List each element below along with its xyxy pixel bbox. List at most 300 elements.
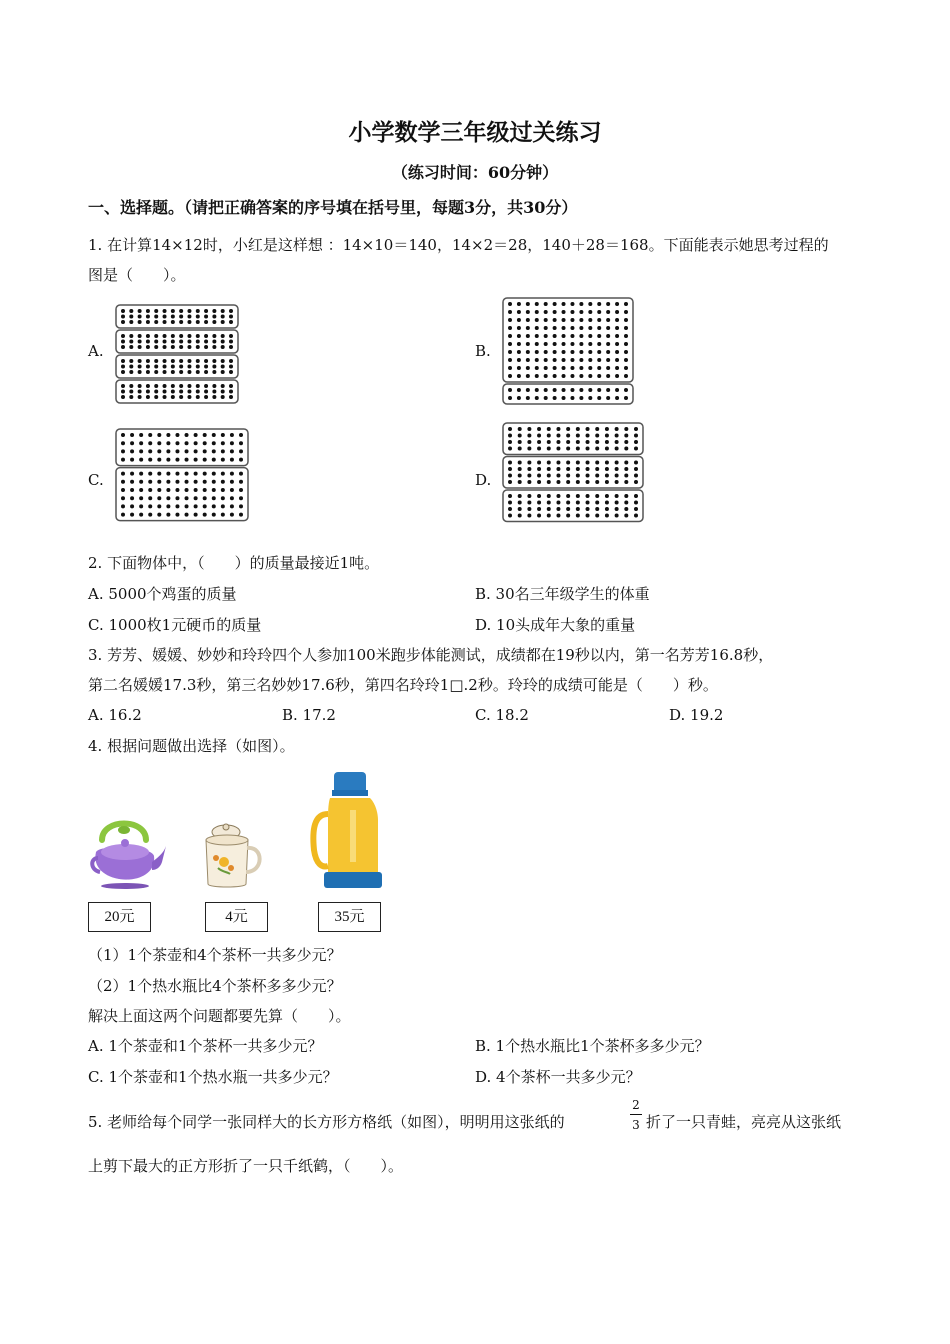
dot: [566, 501, 570, 505]
dot: [179, 315, 183, 319]
dot: [615, 334, 619, 338]
dot: [586, 434, 590, 438]
dot: [526, 310, 530, 314]
dot: [121, 334, 125, 338]
dot: [588, 326, 592, 330]
dot: [624, 434, 628, 438]
dot: [212, 345, 216, 349]
dot: [527, 494, 531, 498]
dot: [163, 395, 167, 399]
q1-option-c-label: C.: [88, 471, 104, 489]
dot: [154, 370, 158, 374]
dot: [526, 342, 530, 346]
dot: [146, 370, 150, 374]
dot: [634, 440, 638, 444]
dot: [570, 302, 574, 306]
dot: [508, 358, 512, 362]
dot: [576, 494, 580, 498]
dot: [588, 350, 592, 354]
dot: [154, 334, 158, 338]
dot: [148, 441, 152, 445]
q3-option-d: D. 19.2: [669, 706, 724, 724]
dot-group-frame: [116, 468, 248, 521]
dot: [562, 374, 566, 378]
dot: [595, 507, 599, 511]
dot: [196, 340, 200, 344]
dot: [221, 384, 225, 388]
dot: [129, 340, 133, 344]
dot: [576, 440, 580, 444]
dot: [527, 447, 531, 451]
dot: [138, 359, 142, 363]
dot: [121, 458, 125, 462]
dot: [579, 310, 583, 314]
dot: [148, 480, 152, 484]
dot: [138, 320, 142, 324]
dot: [624, 440, 628, 444]
dot: [148, 433, 152, 437]
dot: [121, 513, 125, 517]
dot: [230, 433, 234, 437]
dot: [606, 350, 610, 354]
dot: [138, 334, 142, 338]
dot: [508, 467, 512, 471]
dot: [154, 384, 158, 388]
dot: [129, 395, 133, 399]
dot: [535, 350, 539, 354]
dot: [203, 488, 207, 492]
dot: [615, 342, 619, 346]
dot: [518, 514, 522, 518]
dot: [229, 365, 233, 369]
dot: [562, 318, 566, 322]
dot: [212, 384, 216, 388]
dot: [595, 434, 599, 438]
dot: [597, 388, 601, 392]
dot: [597, 326, 601, 330]
dot: [166, 496, 170, 500]
dot: [185, 488, 189, 492]
dot: [196, 384, 200, 388]
dot: [606, 334, 610, 338]
dot: [163, 370, 167, 374]
dot: [634, 467, 638, 471]
dot: [239, 496, 243, 500]
dot: [221, 513, 225, 517]
dot: [579, 366, 583, 370]
dot: [544, 350, 548, 354]
dot: [163, 384, 167, 388]
dot: [179, 370, 183, 374]
dot: [121, 320, 125, 324]
dot: [586, 447, 590, 451]
dot: [230, 449, 234, 453]
dot: [166, 458, 170, 462]
dot: [129, 320, 133, 324]
dot: [562, 302, 566, 306]
dot: [221, 365, 225, 369]
dot: [146, 320, 150, 324]
dot: [615, 514, 619, 518]
dot: [624, 461, 628, 465]
dot: [517, 388, 521, 392]
dot: [547, 427, 551, 431]
dot: [597, 366, 601, 370]
dot: [508, 480, 512, 484]
dot: [166, 513, 170, 517]
dot: [605, 507, 609, 511]
dot: [204, 370, 208, 374]
dot: [166, 472, 170, 476]
q2-option-d: D. 10头成年大象的重量: [475, 616, 636, 634]
dot: [139, 496, 143, 500]
dot: [606, 358, 610, 362]
dot: [179, 345, 183, 349]
dot: [221, 496, 225, 500]
dot: [187, 334, 191, 338]
dot: [570, 366, 574, 370]
dot: [138, 384, 142, 388]
dot: [508, 447, 512, 451]
dot: [553, 334, 557, 338]
dot: [166, 433, 170, 437]
dot: [157, 449, 161, 453]
dot: [221, 340, 225, 344]
dot: [624, 514, 628, 518]
dot: [163, 309, 167, 313]
dot-group-frame: [116, 355, 238, 378]
dot: [566, 427, 570, 431]
dot: [212, 513, 216, 517]
q3-stem-line2: 第二名媛媛17.3秒，第三名妙妙17.6秒，第四名玲玲1□.2秒。玲玲的成绩可能是（ ）秒。: [88, 676, 718, 694]
dot: [212, 365, 216, 369]
q5-fraction-numerator: 2: [632, 1098, 640, 1112]
dot: [508, 310, 512, 314]
dot: [624, 480, 628, 484]
dot: [535, 326, 539, 330]
dot: [606, 374, 610, 378]
dot: [566, 447, 570, 451]
dot: [517, 302, 521, 306]
dot: [526, 350, 530, 354]
dot: [239, 433, 243, 437]
dot: [595, 494, 599, 498]
dot: [597, 334, 601, 338]
dot: [615, 461, 619, 465]
dot: [175, 472, 179, 476]
dot: [624, 350, 628, 354]
dot: [121, 433, 125, 437]
dot: [579, 342, 583, 346]
dot: [556, 467, 560, 471]
dot: [121, 504, 125, 508]
dot: [163, 334, 167, 338]
dot: [148, 472, 152, 476]
dot: [526, 334, 530, 338]
dot: [229, 340, 233, 344]
q1-option-d-label: D.: [475, 471, 492, 489]
dot: [148, 488, 152, 492]
dot: [615, 447, 619, 451]
q3-option-b: B. 17.2: [282, 706, 336, 724]
dot: [535, 334, 539, 338]
dot: [187, 340, 191, 344]
dot-group-frame: [116, 305, 238, 328]
dot: [157, 472, 161, 476]
dot: [544, 310, 548, 314]
dot: [606, 326, 610, 330]
dot: [553, 396, 557, 400]
dot-group-frame: [503, 490, 643, 522]
dot: [566, 494, 570, 498]
dot: [166, 504, 170, 508]
dot: [121, 496, 125, 500]
dot: [221, 390, 225, 394]
dot: [615, 366, 619, 370]
dot: [527, 427, 531, 431]
dot: [588, 310, 592, 314]
dot: [576, 480, 580, 484]
dot: [547, 514, 551, 518]
dot: [171, 334, 175, 338]
dot: [566, 461, 570, 465]
dot: [129, 384, 133, 388]
dot: [605, 474, 609, 478]
dot: [171, 384, 175, 388]
dot: [130, 504, 134, 508]
dot: [624, 358, 628, 362]
dot: [562, 396, 566, 400]
dot: [139, 441, 143, 445]
dot: [562, 342, 566, 346]
dot: [556, 501, 560, 505]
dot: [163, 345, 167, 349]
dot: [508, 494, 512, 498]
dot: [130, 433, 134, 437]
dot: [185, 472, 189, 476]
dot: [634, 514, 638, 518]
dot: [634, 480, 638, 484]
dot: [556, 494, 560, 498]
dot: [166, 480, 170, 484]
q4-option-c: C. 1个茶壶和1个热水瓶一共多少元？: [88, 1068, 338, 1086]
dot: [624, 310, 628, 314]
dot: [129, 309, 133, 313]
dot: [579, 350, 583, 354]
dot: [194, 433, 198, 437]
dot: [634, 447, 638, 451]
dot: [154, 390, 158, 394]
dot: [196, 315, 200, 319]
dot: [171, 370, 175, 374]
dot: [154, 365, 158, 369]
dot: [535, 388, 539, 392]
dot: [537, 474, 541, 478]
dot: [148, 449, 152, 453]
dot: [179, 365, 183, 369]
dot: [139, 488, 143, 492]
dot: [508, 507, 512, 511]
q4-option-b: B. 1个热水瓶比1个茶杯多多少元？: [475, 1037, 710, 1055]
dot: [196, 370, 200, 374]
dot: [518, 434, 522, 438]
dot: [527, 514, 531, 518]
dot: [239, 458, 243, 462]
dot: [212, 395, 216, 399]
q4-option-a: A. 1个茶壶和1个茶杯一共多少元？: [88, 1037, 323, 1055]
dot: [537, 440, 541, 444]
dot: [146, 340, 150, 344]
dot: [157, 480, 161, 484]
dot: [615, 440, 619, 444]
dot: [194, 458, 198, 462]
dot: [171, 345, 175, 349]
dot-group-frame: [116, 380, 238, 403]
dot: [570, 334, 574, 338]
dot: [138, 370, 142, 374]
dot: [615, 434, 619, 438]
dot: [187, 359, 191, 363]
dot: [212, 441, 216, 445]
dot: [221, 433, 225, 437]
q4-prompt: 解决上面这两个问题都要先算（ ）。: [88, 1007, 351, 1025]
dot: [597, 350, 601, 354]
dot: [586, 461, 590, 465]
dot: [615, 501, 619, 505]
dot: [570, 374, 574, 378]
dot: [576, 447, 580, 451]
dot: [154, 359, 158, 363]
dot: [526, 396, 530, 400]
dot: [130, 496, 134, 500]
dot: [185, 433, 189, 437]
dot: [230, 504, 234, 508]
dot: [553, 302, 557, 306]
dot: [586, 480, 590, 484]
dot: [221, 504, 225, 508]
dot: [535, 374, 539, 378]
dot: [157, 433, 161, 437]
dot: [196, 334, 200, 338]
dot: [566, 507, 570, 511]
dot: [556, 480, 560, 484]
dot: [239, 441, 243, 445]
dot: [229, 345, 233, 349]
dot: [230, 458, 234, 462]
dot: [139, 513, 143, 517]
dot: [535, 366, 539, 370]
dot: [576, 461, 580, 465]
dot: [171, 395, 175, 399]
dot: [597, 342, 601, 346]
dot: [588, 374, 592, 378]
dot: [185, 496, 189, 500]
dot: [537, 434, 541, 438]
dot: [624, 326, 628, 330]
dot: [204, 309, 208, 313]
dot: [579, 326, 583, 330]
q2-option-a: A. 5000个鸡蛋的质量: [88, 585, 237, 603]
thermos-icon: [310, 770, 382, 892]
dot: [535, 342, 539, 346]
dot: [163, 365, 167, 369]
dot: [547, 447, 551, 451]
dot: [547, 440, 551, 444]
dot: [553, 310, 557, 314]
dot: [121, 384, 125, 388]
dot: [212, 504, 216, 508]
dot: [148, 496, 152, 500]
dot: [179, 390, 183, 394]
dot: [171, 359, 175, 363]
dot: [624, 334, 628, 338]
dot: [129, 365, 133, 369]
dot: [139, 472, 143, 476]
dot: [544, 358, 548, 362]
dot: [547, 494, 551, 498]
dot: [121, 315, 125, 319]
dot: [570, 318, 574, 322]
dot: [556, 447, 560, 451]
dot: [230, 488, 234, 492]
dot: [203, 449, 207, 453]
dot: [588, 358, 592, 362]
dot: [508, 350, 512, 354]
dot: [576, 501, 580, 505]
dot: [553, 388, 557, 392]
dot: [527, 461, 531, 465]
dot: [194, 496, 198, 500]
dot: [203, 513, 207, 517]
dot: [553, 342, 557, 346]
dot: [121, 449, 125, 453]
dot: [196, 390, 200, 394]
dot: [544, 374, 548, 378]
dot: [588, 302, 592, 306]
dot: [527, 474, 531, 478]
dot: [239, 472, 243, 476]
dot: [615, 358, 619, 362]
dot: [535, 396, 539, 400]
dot: [606, 396, 610, 400]
dot: [597, 310, 601, 314]
dot: [175, 449, 179, 453]
dot: [229, 359, 233, 363]
dot: [146, 390, 150, 394]
dot: [185, 480, 189, 484]
dot: [148, 458, 152, 462]
dot: [597, 358, 601, 362]
dot-array-figure-d: [502, 422, 644, 535]
dot: [221, 449, 225, 453]
dot: [139, 458, 143, 462]
dot: [570, 396, 574, 400]
dot: [212, 315, 216, 319]
dot: [212, 320, 216, 324]
q1-stem-line1: 1. 在计算14×12时，小红是这样想 ：14×10＝140，14×2＝28，140＋28＝168。下面能表示她思考过程的: [88, 236, 829, 254]
dot-array-figure-b: [502, 297, 634, 403]
dot: [129, 315, 133, 319]
dot: [606, 342, 610, 346]
dot: [527, 480, 531, 484]
dot: [624, 467, 628, 471]
dot: [221, 488, 225, 492]
dot: [130, 458, 134, 462]
dot: [508, 326, 512, 330]
dot: [570, 350, 574, 354]
dot: [588, 388, 592, 392]
dot: [508, 342, 512, 346]
